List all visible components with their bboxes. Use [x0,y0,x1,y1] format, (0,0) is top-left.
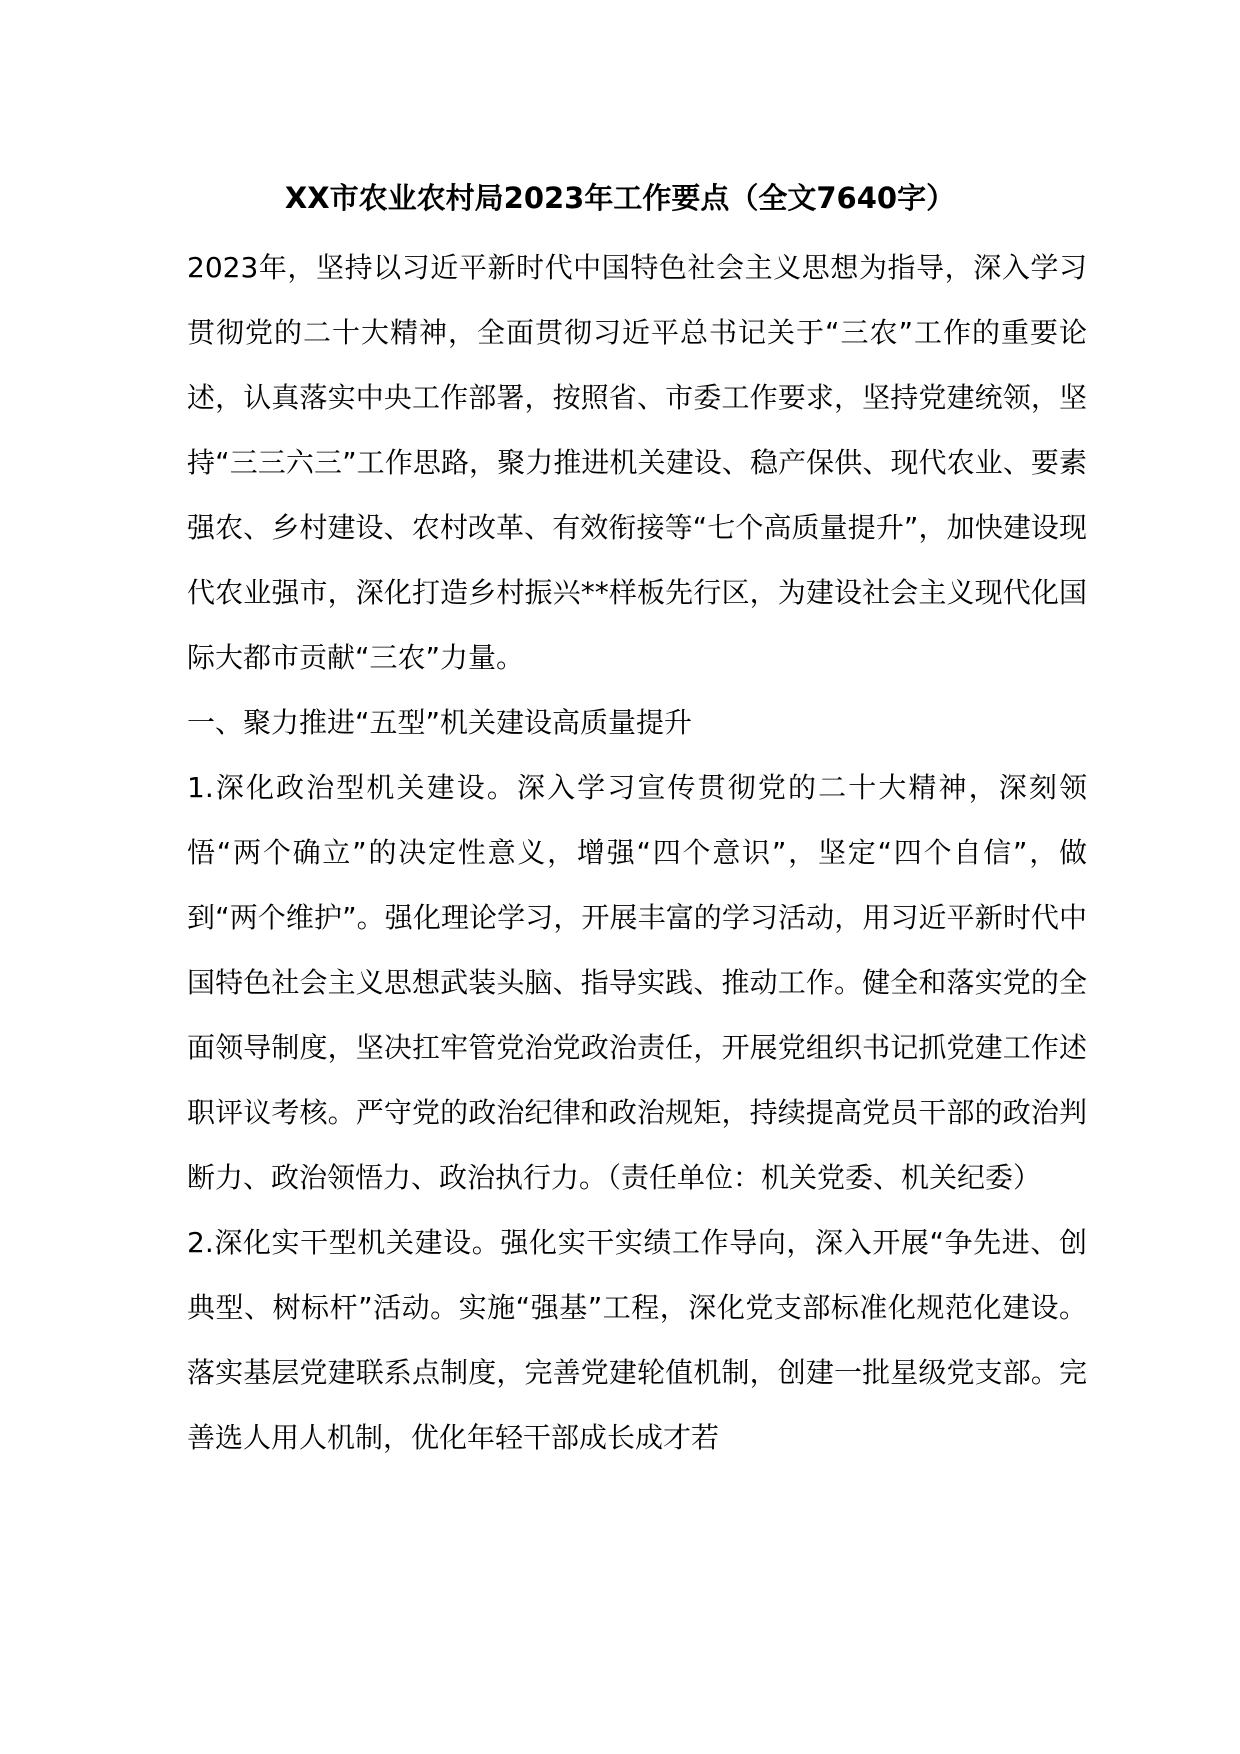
intro-paragraph: 2023年，坚持以习近平新时代中国特色社会主义思想为指导，深入学习贯彻党的二十大精神，全面贯彻习近平总书记关于“三农”工作的重要论述，认真落实中央工作部署，按照省、市委工作要求，坚持党建统领，坚持“三三六三”工作思路，聚力推进机关建设、稳产保供、现代农业、要素强农、乡村建设、农村改革、有效衔接等“七个高质量提升”，加快建设现代农业强市，深化打造乡村振兴**样板先行区，为建设社会主义现代化国际大都市贡献“三农”力量。 [187,251,1087,674]
item-paragraph-2: 2.深化实干型机关建设。强化实干实绩工作导向，深入开展“争先进、创典型、树标杆”活动。实施“强基”工程，深化党支部标准化规范化建设。落实基层党建联系点制度，完善党建轮值机制，创建一批星级党支部。完善选人用人机制，优化年轻干部成长成才若 [187,1226,1087,1454]
document-body [187,235,1087,1470]
item-paragraph-1: 1.深化政治型机关建设。深入学习宣传贯彻党的二十大精神，深刻领悟“两个确立”的决定性意义，增强“四个意识”，坚定“四个自信”，做到“两个维护”。强化理论学习，开展丰富的学习活动，用习近平新时代中国特色社会主义思想武装头脑、指导实践、推动工作。健全和落实党的全面领导制度，坚决扛牢管党治党政治责任，开展党组织书记抓党建工作述职评议考核。严守党的政治纪律和政治规矩，持续提高党员干部的政治判断力、政治领悟力、政治执行力。（责任单位：机关党委、机关纪委） [187,771,1087,1194]
document-title: XX市农业农村局2023年工作要点（全文7640字） [284,181,956,215]
section-heading: 一、聚力推进“五型”机关建设高质量提升 [187,706,693,739]
